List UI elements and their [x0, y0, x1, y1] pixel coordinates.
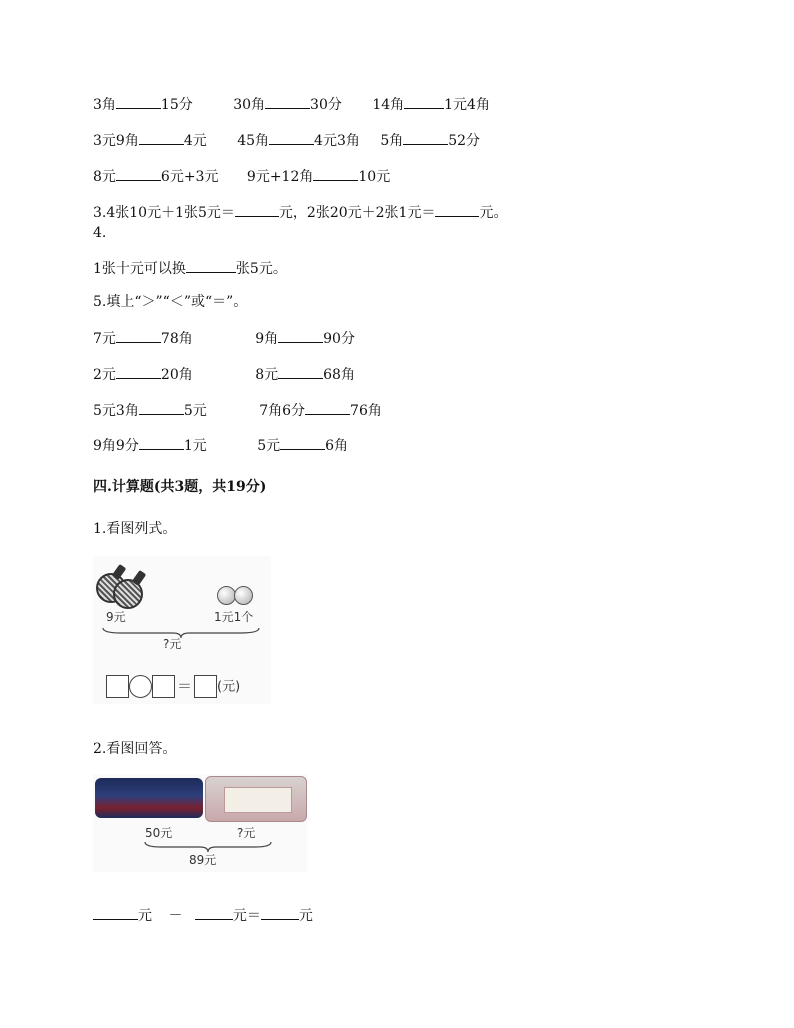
- answer-blank[interactable]: [139, 435, 184, 450]
- answer-blank[interactable]: [116, 328, 161, 343]
- text: 3元9角: [93, 133, 139, 149]
- answer-box[interactable]: [194, 675, 217, 698]
- answer-blank[interactable]: [116, 166, 161, 181]
- text: 45角: [237, 133, 270, 149]
- text: 30角: [233, 97, 266, 113]
- text: 7元: [93, 331, 116, 347]
- text: 1元4角: [444, 97, 490, 113]
- exercise-line-6: [93, 258, 287, 278]
- price-right-label: ?元: [237, 826, 256, 840]
- pencil-case-right-icon: [205, 776, 307, 822]
- text: 5元: [257, 438, 281, 454]
- text: 9角: [255, 331, 279, 347]
- answer-blank[interactable]: [313, 166, 358, 181]
- answer-blank[interactable]: [235, 202, 279, 217]
- answer-blank[interactable]: [139, 130, 184, 145]
- answer-blank[interactable]: [404, 94, 444, 109]
- minus-sign: －: [168, 908, 183, 924]
- text: 9角9分: [93, 438, 139, 454]
- text: 元: [298, 908, 313, 924]
- compare-line-1: [93, 328, 355, 348]
- compare-line-4: [93, 435, 348, 455]
- answer-blank[interactable]: [265, 94, 310, 109]
- exercise-line-4: [93, 202, 507, 222]
- section-heading: 四.计算题(共3题，共19分): [93, 479, 267, 495]
- answer-blank[interactable]: [305, 400, 350, 415]
- text: 30分: [310, 97, 342, 113]
- text: 5角: [380, 133, 404, 149]
- text: 元＝: [232, 908, 261, 924]
- answer-blank[interactable]: [93, 905, 138, 920]
- text: 3角: [93, 97, 116, 113]
- price-left-label: 9元: [106, 610, 126, 624]
- text: 68角: [323, 367, 355, 383]
- text: 元。: [479, 205, 508, 221]
- text: 8元: [93, 169, 116, 185]
- text: 4元3角: [314, 133, 360, 149]
- answer-blank[interactable]: [186, 258, 236, 273]
- text: 张5元。: [235, 261, 287, 277]
- answer-line: [93, 905, 313, 925]
- text: 52分: [448, 133, 481, 149]
- answer-blank[interactable]: [435, 202, 479, 217]
- text: 10元: [358, 169, 391, 185]
- price-left-label: 50元: [145, 826, 173, 840]
- answer-blank[interactable]: [116, 364, 161, 379]
- text: 6元+3元: [160, 169, 219, 185]
- text: 元，2张20元＋2张1元＝: [278, 205, 436, 221]
- price-right-label: 1元1个: [214, 610, 254, 624]
- text: 5元3角: [93, 403, 139, 419]
- question-number-4: 4.: [93, 225, 107, 241]
- text: 76角: [350, 403, 382, 419]
- text: 7角6分: [259, 403, 306, 419]
- exercise-line-2: [93, 130, 480, 150]
- answer-blank[interactable]: [116, 94, 161, 109]
- unit-label: (元): [217, 679, 241, 695]
- text: 15分: [160, 97, 193, 113]
- answer-box[interactable]: [106, 675, 129, 698]
- figure-pencil-cases: [93, 774, 307, 872]
- text: 14角: [372, 97, 405, 113]
- text: 1张十元可以换: [93, 261, 186, 277]
- answer-box[interactable]: [152, 675, 175, 698]
- operator-circle[interactable]: [129, 675, 152, 698]
- text: 8元: [255, 367, 279, 383]
- ball-icon: [234, 586, 253, 605]
- text: 4元: [183, 133, 207, 149]
- answer-blank[interactable]: [261, 905, 299, 920]
- answer-blank[interactable]: [403, 130, 448, 145]
- compare-line-2: [93, 364, 355, 384]
- text: 2元: [93, 367, 116, 383]
- figure-paddles-balls: [93, 556, 271, 704]
- compare-line-3: [93, 400, 382, 420]
- text: 6角: [325, 438, 349, 454]
- equation-row: ＝ (元): [106, 675, 240, 698]
- text: 78角: [160, 331, 193, 347]
- question-2-label: 2.看图回答。: [93, 741, 177, 757]
- answer-blank[interactable]: [278, 328, 323, 343]
- answer-blank[interactable]: [195, 905, 233, 920]
- text: 9元+12角: [246, 169, 314, 185]
- question-5-instruction: 5.填上“＞”“＜”或“＝”。: [93, 294, 248, 310]
- text: 1元: [183, 438, 207, 454]
- paddle-handle: [112, 564, 127, 580]
- answer-blank[interactable]: [139, 400, 184, 415]
- answer-blank[interactable]: [269, 130, 314, 145]
- text: 5元: [183, 403, 207, 419]
- answer-blank[interactable]: [278, 364, 323, 379]
- question-1-label: 1.看图列式。: [93, 521, 177, 537]
- answer-blank[interactable]: [280, 435, 325, 450]
- text: 90分: [323, 331, 355, 347]
- total-label: ?元: [163, 637, 182, 651]
- total-label: 89元: [189, 853, 217, 867]
- pencil-case-left-icon: [95, 778, 203, 818]
- exercise-line-3: [93, 166, 390, 186]
- paddle-handle: [132, 570, 147, 586]
- text: 元: [138, 908, 152, 924]
- exercise-line-1: [93, 94, 490, 114]
- text: 3.4张10元＋1张5元＝: [93, 205, 235, 221]
- text: 20角: [160, 367, 193, 383]
